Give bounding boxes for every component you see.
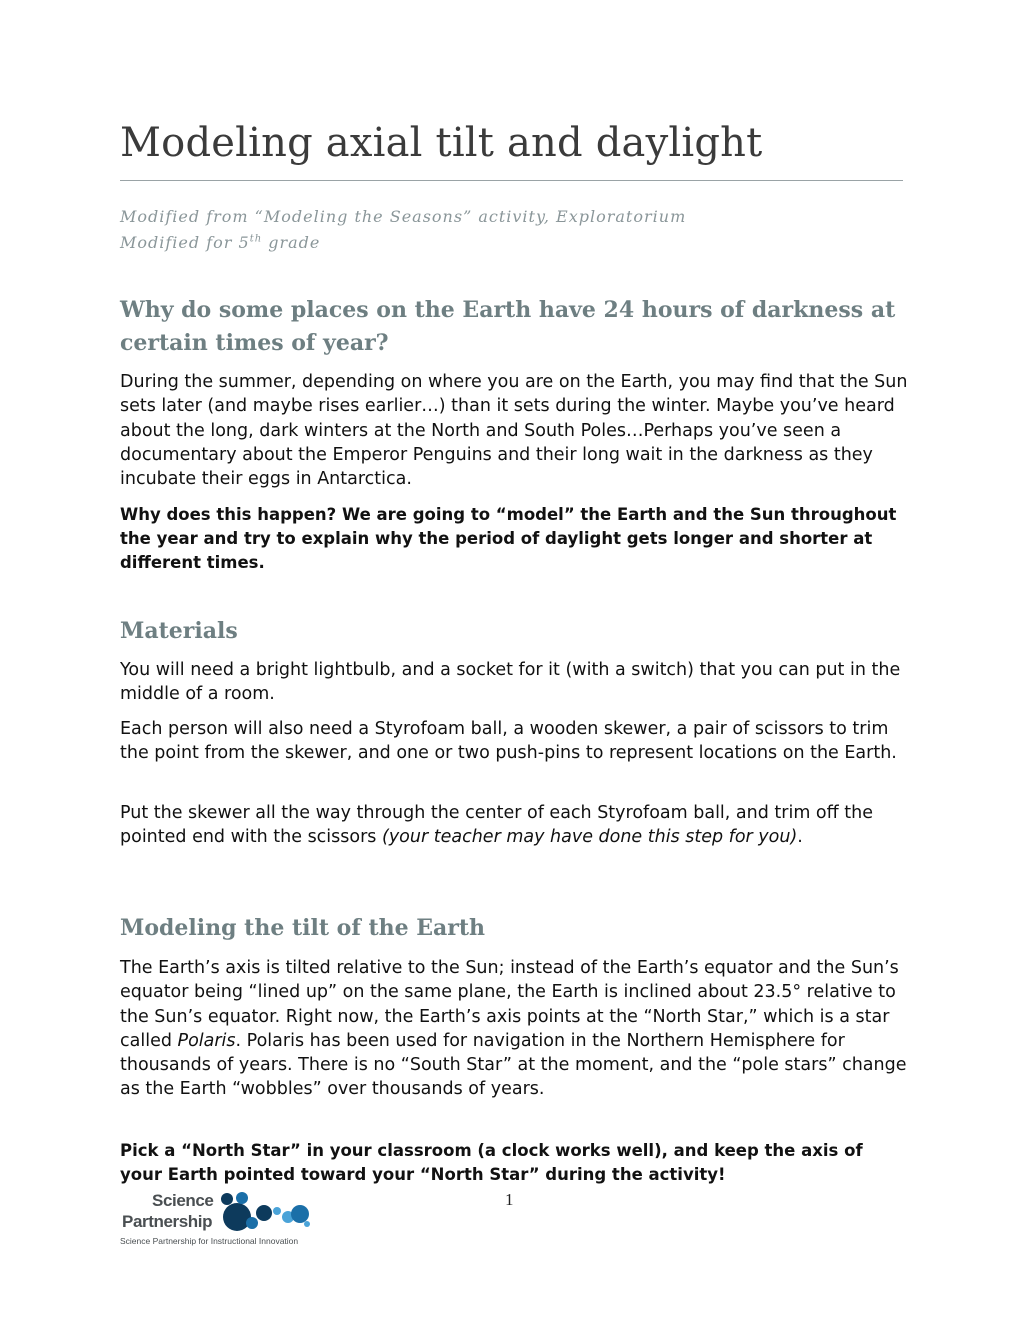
materials-paragraph-3 [120, 801, 910, 850]
logo-bubble [304, 1221, 310, 1227]
section-heading-materials: Materials [120, 618, 238, 644]
page-number: 1 [505, 1190, 514, 1209]
logo-bubble [221, 1193, 233, 1205]
materials-paragraph-3-end: . [797, 827, 803, 848]
page-title: Modeling axial tilt and daylight [120, 120, 763, 166]
tilt-paragraph [120, 956, 910, 1102]
title-divider [120, 180, 903, 181]
section-darkness-question: Why does this happen? We are going to “model” the Earth and the Sun throughout the year and try to explain why the period of daylight gets longer and shorter at different times. [120, 505, 897, 572]
logo-word-science: Science [152, 1191, 214, 1210]
materials-paragraph-2: Each person will also need a Styrofoam ball, a wooden skewer, a pair of scissors to trim the point from the skewer, and one or two push-pins to represent locations on the Earth. [120, 719, 897, 764]
subtitle-source: Modified from “Modeling the Seasons” activity, Exploratorium [120, 207, 687, 226]
subtitle-grade [120, 233, 320, 252]
tilt-paragraph-part-b: . Polaris has been used for navigation in the Northern Hemisphere for thousands of years. There is no “South Star” at the moment, and the “pole stars” change as the Earth “wobbles” over thousands of years. [120, 1030, 907, 1100]
tilt-instruction: Pick a “North Star” in your classroom (a clock works well), and keep the axis of your Earth pointed toward your “North Star” during the activity! [120, 1141, 863, 1184]
subtitle-grade-prefix: Modified for 5 [120, 233, 250, 252]
materials-paragraph-1: You will need a bright lightbulb, and a socket for it (with a switch) that you can put in the middle of a room. [120, 660, 901, 705]
subtitle-grade-suffix: grade [262, 233, 321, 252]
logo-bubble [236, 1192, 248, 1204]
materials-paragraph-3-note: (your teacher may have done this step for you) [382, 827, 798, 848]
science-partnership-logo [120, 1188, 320, 1248]
section-heading-darkness: Why do some places on the Earth have 24 hours of darkness at certain times of year? [120, 297, 896, 356]
logo-bubble [223, 1203, 251, 1231]
logo-bubble [273, 1207, 281, 1215]
logo-bubble [246, 1217, 258, 1229]
logo-word-partnership: Partnership [122, 1212, 213, 1231]
section-heading-tilt: Modeling the tilt of the Earth [120, 915, 486, 941]
logo-tagline: Science Partnership for Instructional Innovation [120, 1236, 299, 1246]
tilt-paragraph-polaris: Polaris [177, 1030, 236, 1051]
logo-bubble [291, 1205, 309, 1223]
tilt-paragraph-part-a: The Earth’s axis is tilted relative to the Sun; instead of the Earth’s equator and the Sun’s equator being “lined up” on the same plane, the Earth is inclined about 23.5° relative to the Sun’s equator. Right now, the Earth’s axis points at the “North Star,” which is a star called [120, 958, 899, 1051]
materials-paragraph-3-main: Put the skewer all the way through the center of each Styrofoam ball, and trim off the pointed end with the scissors [120, 803, 873, 848]
logo-bubble [256, 1205, 272, 1221]
section-darkness-paragraph: During the summer, depending on where you are on the Earth, you may find that the Sun sets later (and maybe rises earlier…) than it sets during the winter. Maybe you’ve heard about the long, dark winters at the North and South Poles…Perhaps you’ve seen a documentary about the Emperor Penguins and their long wait in the darkness as they incubate their eggs in Antarctica. [120, 372, 908, 490]
subtitle-grade-sup: th [249, 233, 263, 245]
